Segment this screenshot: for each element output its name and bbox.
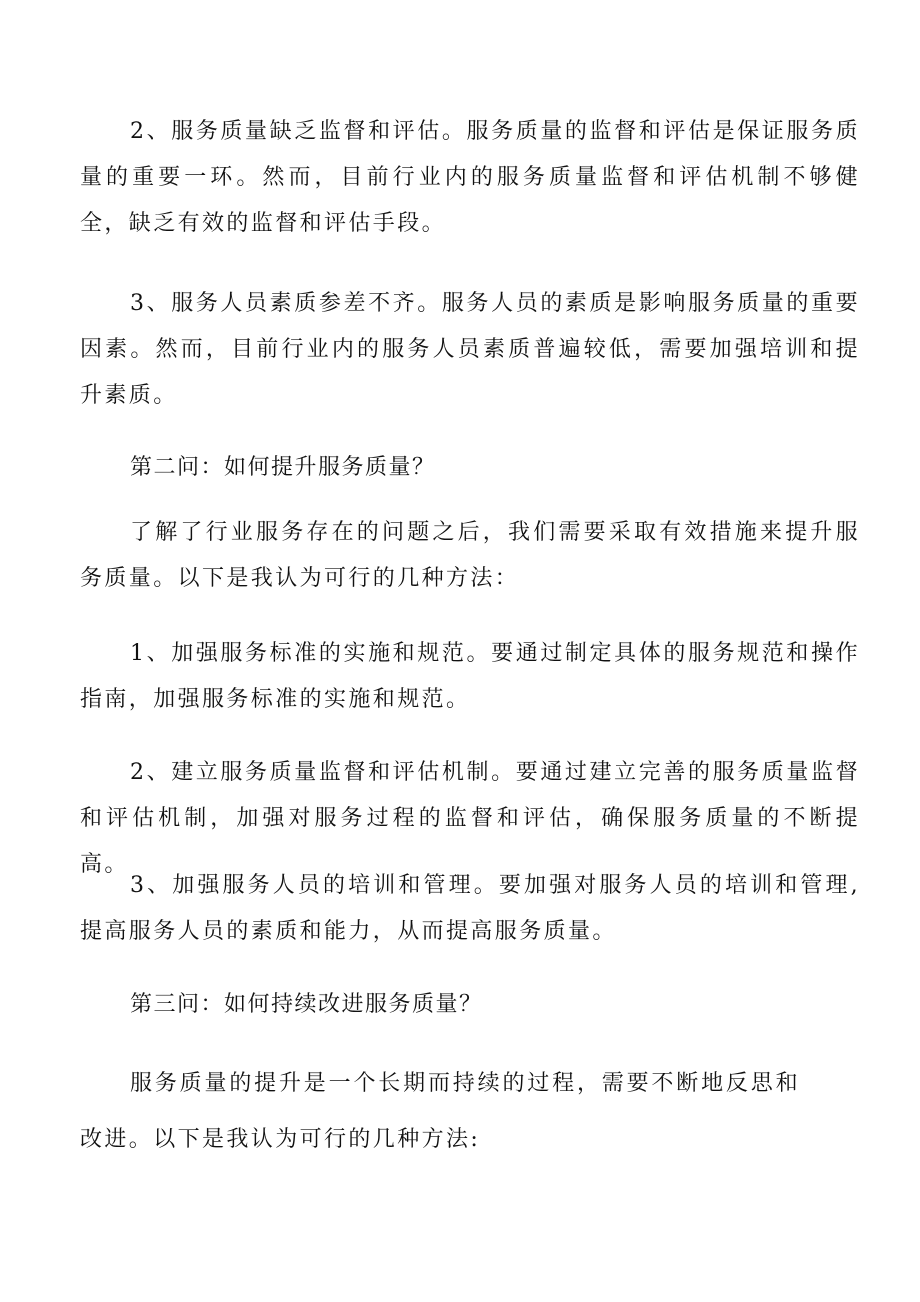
paragraph-method-training: 3、加强服务人员的培训和管理。要加强对服务人员的培训和管理,提高服务人员的素质和能力，从而提高服务质量。 — [80, 873, 860, 944]
paragraph-continuous-improvement: 服务质量的提升是一个长期而持续的过程，需要不断地反思和改进。以下是我认为可行的几种方法: — [80, 1071, 800, 1152]
paragraph-method-supervision: 2、建立服务质量监督和评估机制。要通过建立完善的服务质量监督和评估机制，加强对服务过程的监督和评估，确保服务质量的不断提高。 — [80, 760, 860, 877]
paragraph-intro-methods: 了解了行业服务存在的问题之后，我们需要采取有效措施来提升服务质量。以下是我认为可行的几种方法： — [80, 520, 860, 591]
paragraph-staff-quality: 3、服务人员素质参差不齐。服务人员的素质是影响服务质量的重要因素。然而，目前行业内的服务人员素质普遍较低，需要加强培训和提升素质。 — [80, 291, 860, 408]
paragraph-method-standards: 1、加强服务标准的实施和规范。要通过制定具体的服务规范和操作指南，加强服务标准的实施和规范。 — [80, 641, 860, 712]
paragraph-supervision-evaluation: 2、服务质量缺乏监督和评估。服务质量的监督和评估是保证服务质量的重要一环。然而，目前行业内的服务质量监督和评估机制不够健全，缺乏有效的监督和评估手段。 — [80, 119, 860, 236]
section-heading-second-question: 第二问：如何提升服务质量？ — [130, 455, 436, 480]
section-heading-third-question: 第三问：如何持续改进服务质量？ — [130, 992, 483, 1017]
